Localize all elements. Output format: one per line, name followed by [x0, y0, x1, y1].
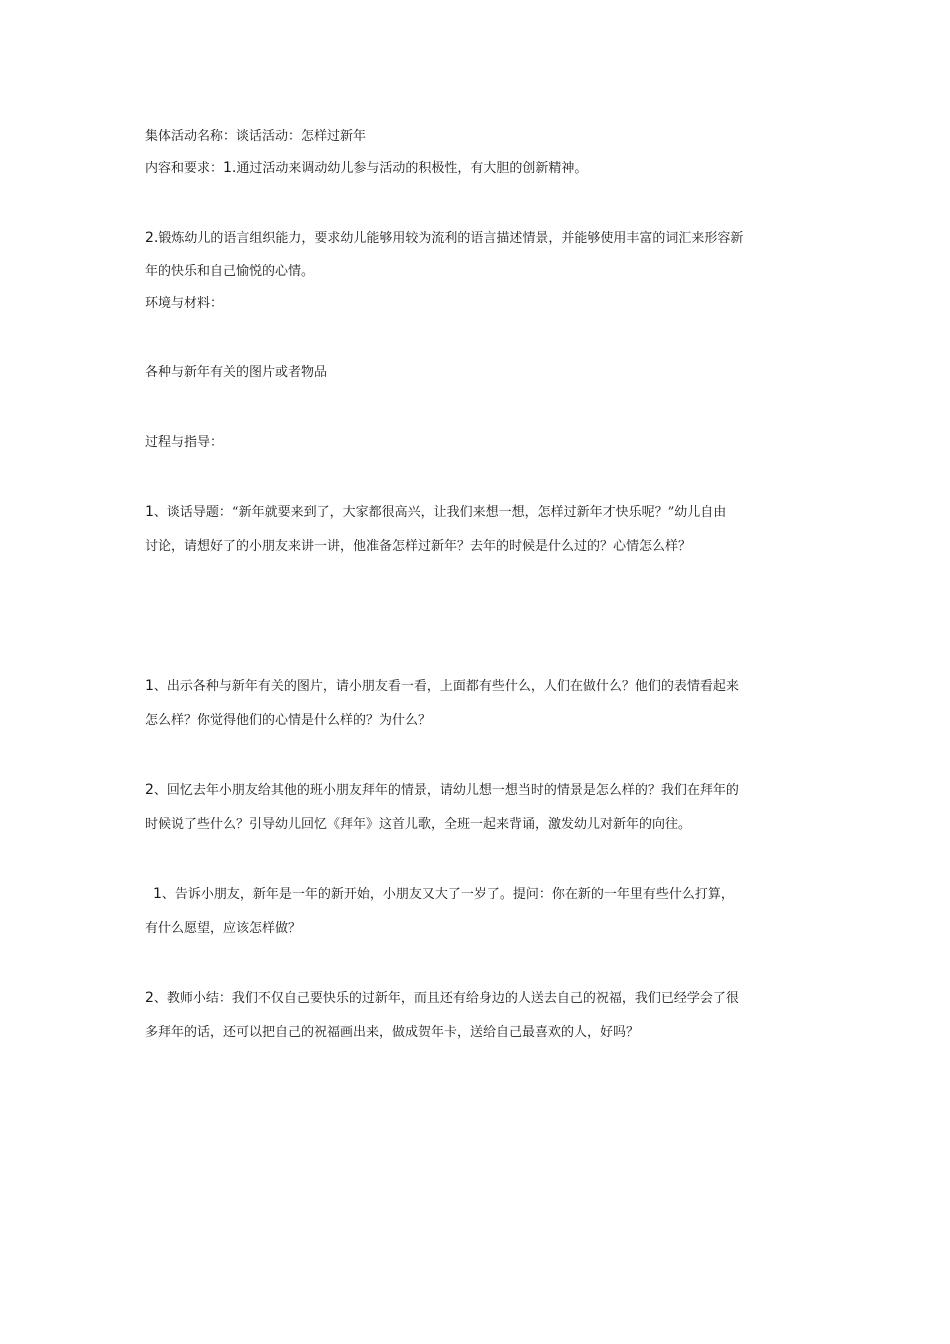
process-4-number: 1	[153, 886, 162, 902]
process-2-number: 1	[145, 678, 154, 694]
req1-number: 1.	[223, 160, 237, 176]
process-5-line-2: 多拜年的话，还可以把自己的祝福画出来，做成贺年卡，送给自己最喜欢的人，好吗？	[145, 1025, 640, 1040]
environment-text: 各种与新年有关的图片或者物品	[145, 365, 328, 380]
process-4-text-line-1: 、告诉小朋友，新年是一年的新开始，小朋友又大了一岁了。提问：你在新的一年里有些什么打算，	[161, 887, 734, 902]
process-3-number: 2	[145, 782, 154, 798]
content-requirement-2-line-2: 年的快乐和自己愉悦的心情。	[145, 264, 315, 279]
process-1-line-1	[145, 503, 815, 522]
process-1-number: 1	[145, 504, 154, 520]
process-2-line-1	[145, 677, 815, 696]
process-5-number: 2	[145, 990, 154, 1006]
process-3-text-line-1: 、回忆去年小朋友给其他的班小朋友拜年的情景，请幼儿想一想当时的情景是怎么样的？我们在拜年的	[153, 783, 739, 798]
process-1-text-line-1: 、谈话导题：“新年就要来到了，大家都很高兴，让我们来想一想，怎样过新年才快乐呢？”幼儿自由	[153, 505, 727, 520]
process-2-line-2: 怎么样？你觉得他们的心情是什么样的？为什么？	[145, 713, 432, 728]
req2-number: 2.	[145, 230, 159, 246]
process-2-text-line-1: 、出示各种与新年有关的图片，请小朋友看一看，上面都有些什么，人们在做什么？他们的表情看起来	[153, 679, 739, 694]
activity-name: 集体活动名称：谈话活动：怎样过新年	[145, 129, 367, 144]
content-requirement-1	[145, 159, 815, 178]
process-heading: 过程与指导：	[145, 435, 224, 450]
process-1-line-2: 讨论，请想好了的小朋友来讲一讲，他准备怎样过新年？去年的时候是什么过的？心情怎么样？	[145, 539, 692, 554]
req2-text-line-1: 锻炼幼儿的语言组织能力，要求幼儿能够用较为流利的语言描述情景，并能够使用丰富的词汇来形容新	[158, 231, 744, 246]
content-label: 内容和要求：	[145, 161, 224, 176]
req1-text: 通过活动来调动幼儿参与活动的积极性，有大胆的创新精神。	[236, 161, 588, 176]
environment-heading: 环境与材料：	[145, 296, 224, 311]
process-5-text-line-1: 、教师小结：我们不仅自己要快乐的过新年，而且还有给身边的人送去自己的祝福，我们已经学会了很	[153, 991, 739, 1006]
process-3-line-2: 时候说了些什么？引导幼儿回忆《拜年》这首儿歌，全班一起来背诵，激发幼儿对新年的向往。	[145, 817, 692, 832]
process-4-line-1	[153, 885, 823, 904]
process-5-line-1	[145, 989, 815, 1008]
process-4-line-2: 有什么愿望，应该怎样做？	[145, 921, 302, 936]
process-3-line-1	[145, 781, 815, 800]
content-requirement-2-line-1	[145, 229, 815, 248]
